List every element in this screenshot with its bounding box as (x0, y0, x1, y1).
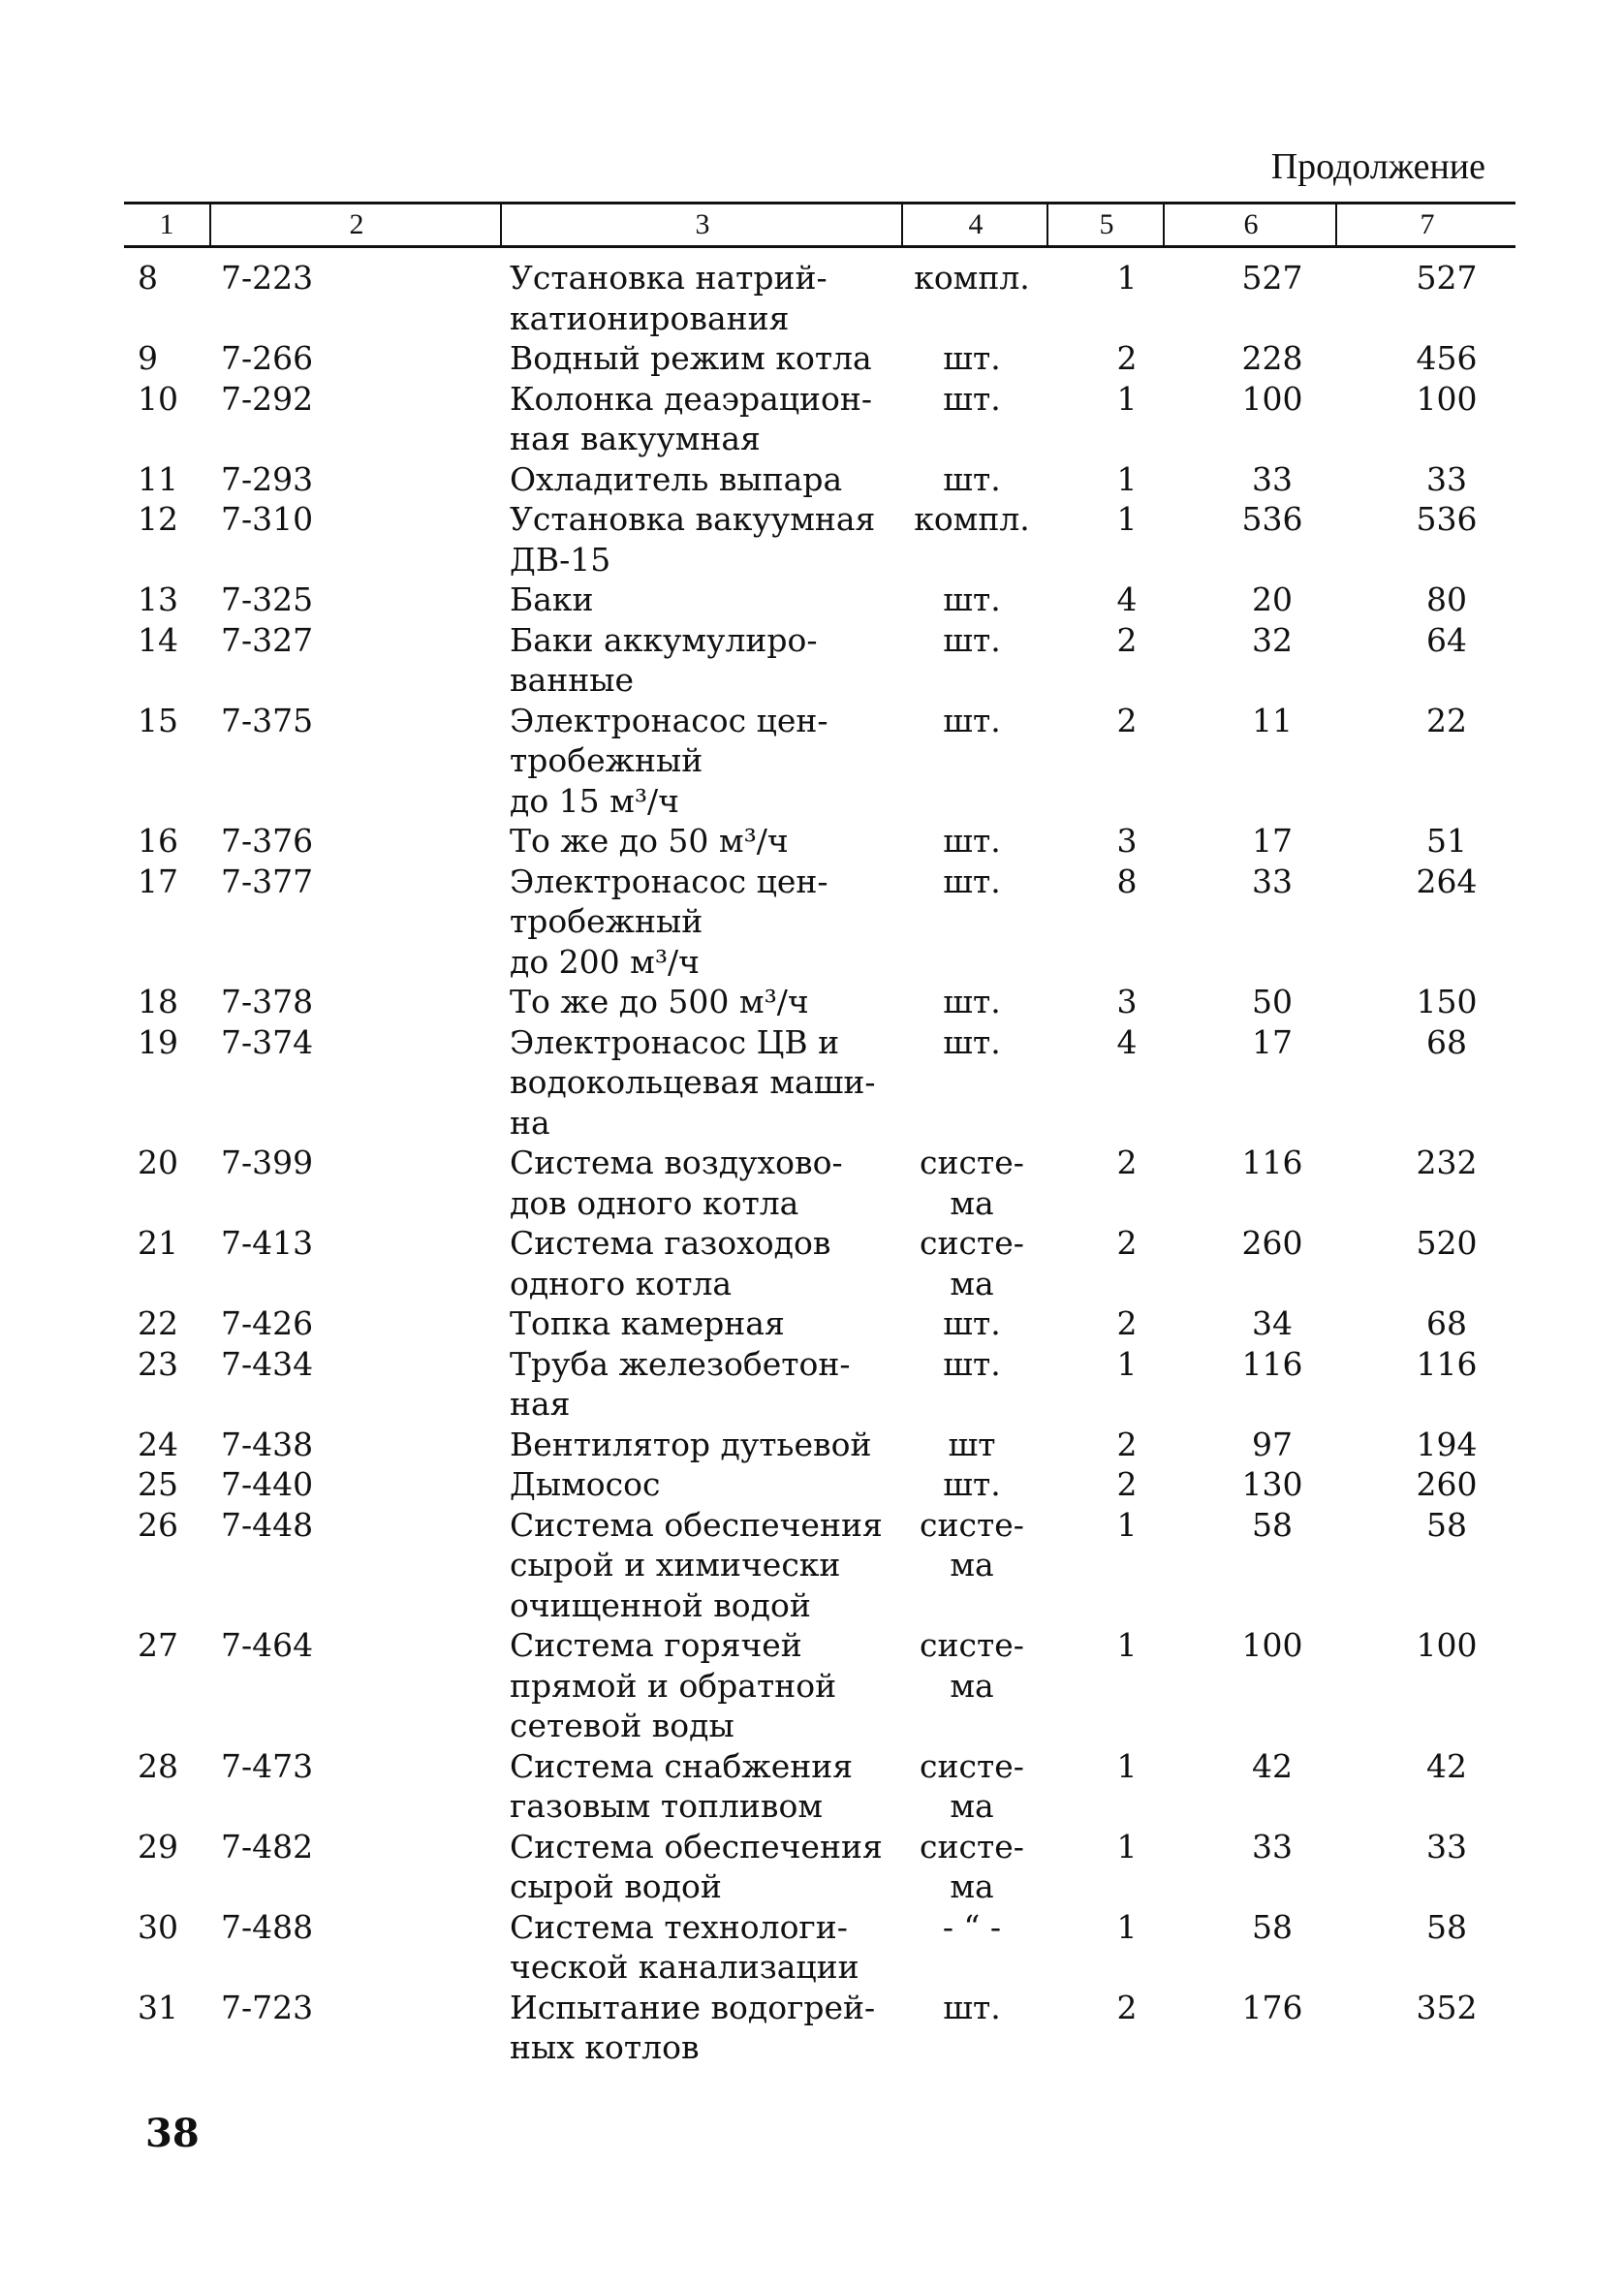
row-number: 25 (138, 1465, 178, 1503)
item-unit: шт. (943, 983, 1001, 1020)
row-number: 12 (138, 500, 178, 538)
item-price: 11 (1252, 701, 1293, 739)
item-code: 7-266 (221, 339, 314, 377)
item-name: Колонка деаэрацион- ная вакуумная (510, 379, 873, 457)
item-code: 7-482 (221, 1827, 314, 1866)
item-total: 100 (1416, 379, 1478, 418)
item-quantity: 2 (1116, 1144, 1138, 1181)
item-unit: систе- ма (920, 1144, 1024, 1222)
item-quantity: 3 (1116, 983, 1138, 1020)
table-row (124, 580, 1515, 620)
item-price: 17 (1252, 822, 1293, 860)
item-code: 7-327 (221, 620, 314, 659)
item-price: 130 (1241, 1465, 1303, 1503)
item-price: 17 (1252, 1022, 1293, 1061)
item-code: 7-399 (221, 1144, 314, 1181)
column-header-5: 5 (1046, 204, 1165, 245)
item-unit: систе- ма (920, 1224, 1024, 1302)
item-price: 33 (1252, 862, 1293, 900)
item-unit: - “ - (942, 1907, 1002, 1946)
column-header-3: 3 (500, 204, 903, 245)
row-number: 22 (138, 1304, 178, 1342)
table-row (124, 1425, 1515, 1465)
item-price: 97 (1252, 1425, 1293, 1463)
table-row (124, 1143, 1515, 1223)
table-row (124, 258, 1515, 338)
item-quantity: 1 (1116, 259, 1138, 297)
item-code: 7-434 (221, 1344, 314, 1383)
row-number: 11 (138, 459, 178, 498)
item-total: 520 (1416, 1224, 1478, 1262)
item-name: Система технологи- ческой канализации (510, 1907, 859, 1986)
item-quantity: 4 (1116, 1022, 1138, 1061)
item-name: Баки аккумулиро- ванные (510, 620, 818, 699)
item-name: Баки (510, 580, 594, 618)
table-row (124, 499, 1515, 580)
item-price: 176 (1241, 1988, 1303, 2026)
item-unit: шт. (943, 822, 1001, 860)
item-unit: шт. (943, 1022, 1001, 1061)
item-quantity: 1 (1116, 1907, 1138, 1946)
item-code: 7-325 (221, 580, 314, 618)
item-total: 68 (1426, 1304, 1467, 1342)
item-quantity: 1 (1116, 1505, 1138, 1544)
item-name: Установка натрий- катионирования (510, 259, 828, 337)
item-code: 7-488 (221, 1907, 314, 1946)
item-price: 116 (1241, 1344, 1303, 1383)
item-price: 42 (1252, 1746, 1293, 1785)
item-name: Система снабжения газовым топливом (510, 1746, 854, 1825)
row-number: 8 (138, 259, 158, 297)
item-name: Система обеспечения сырой водой (510, 1827, 883, 1905)
item-total: 80 (1426, 580, 1467, 618)
item-unit: шт. (943, 701, 1001, 739)
item-price: 58 (1252, 1907, 1293, 1946)
item-total: 116 (1416, 1344, 1478, 1383)
item-unit: шт. (943, 379, 1001, 418)
item-price: 50 (1252, 983, 1293, 1020)
item-quantity: 8 (1116, 862, 1138, 900)
item-quantity: 2 (1116, 701, 1138, 739)
item-unit: шт. (943, 459, 1001, 498)
row-number: 16 (138, 822, 178, 860)
row-number: 10 (138, 379, 178, 418)
row-number: 18 (138, 983, 178, 1020)
item-quantity: 1 (1116, 459, 1138, 498)
item-total: 68 (1426, 1022, 1467, 1061)
item-name: Электронасос ЦВ и водокольцевая маши- на (510, 1022, 876, 1142)
item-code: 7-438 (221, 1425, 314, 1463)
item-code: 7-473 (221, 1746, 314, 1785)
item-quantity: 2 (1116, 620, 1138, 659)
item-unit: шт. (943, 1344, 1001, 1383)
item-quantity: 1 (1116, 1626, 1138, 1664)
equipment-table (124, 202, 1515, 2068)
row-number: 29 (138, 1827, 178, 1866)
item-quantity: 1 (1116, 1746, 1138, 1785)
item-price: 34 (1252, 1304, 1293, 1342)
item-code: 7-376 (221, 822, 314, 860)
table-row (124, 379, 1515, 459)
item-code: 7-440 (221, 1465, 314, 1503)
row-number: 21 (138, 1224, 178, 1262)
item-unit: систе- ма (920, 1827, 1024, 1905)
item-price: 527 (1241, 259, 1303, 297)
row-number: 15 (138, 701, 178, 739)
item-quantity: 2 (1116, 1988, 1138, 2026)
row-number: 19 (138, 1022, 178, 1061)
column-header-1: 1 (159, 208, 174, 240)
row-number: 14 (138, 620, 178, 659)
item-price: 100 (1241, 379, 1303, 418)
row-number: 9 (138, 339, 158, 377)
item-code: 7-448 (221, 1505, 314, 1544)
table-row (124, 1746, 1515, 1827)
item-name: Система воздухово- дов одного котла (510, 1144, 843, 1222)
column-header-4: 4 (901, 204, 1048, 245)
item-total: 232 (1416, 1144, 1478, 1181)
item-price: 58 (1252, 1505, 1293, 1544)
item-price: 116 (1241, 1144, 1303, 1181)
item-name: Водный режим котла (510, 339, 872, 377)
item-unit: шт. (943, 339, 1001, 377)
item-total: 33 (1426, 1827, 1467, 1866)
table-row (124, 862, 1515, 983)
row-number: 26 (138, 1505, 178, 1544)
item-unit: систе- ма (920, 1626, 1024, 1705)
table-row (124, 821, 1515, 862)
item-total: 536 (1416, 500, 1478, 538)
item-name: Система горячей прямой и обратной сетевой воды (510, 1626, 837, 1744)
item-quantity: 2 (1116, 1425, 1138, 1463)
item-total: 33 (1426, 459, 1467, 498)
item-code: 7-374 (221, 1022, 314, 1061)
table-row (124, 1223, 1515, 1303)
item-price: 32 (1252, 620, 1293, 659)
item-total: 194 (1416, 1425, 1478, 1463)
item-quantity: 3 (1116, 822, 1138, 860)
item-total: 42 (1426, 1746, 1467, 1785)
column-header-2: 2 (209, 204, 502, 245)
row-number: 17 (138, 862, 178, 900)
table-row (124, 1625, 1515, 1746)
row-number: 23 (138, 1344, 178, 1383)
table-row (124, 1303, 1515, 1344)
table-row (124, 982, 1515, 1022)
table-row (124, 620, 1515, 701)
item-name: Электронасос цен- тробежный до 200 м³/ч (510, 862, 828, 981)
item-name: Установка вакуумная ДВ-15 (510, 500, 876, 579)
item-total: 100 (1416, 1626, 1478, 1664)
item-price: 33 (1252, 1827, 1293, 1866)
page-number: 38 (145, 2111, 200, 2156)
table-row (124, 1464, 1515, 1505)
row-number: 30 (138, 1907, 178, 1946)
item-price: 260 (1241, 1224, 1303, 1262)
item-code: 7-378 (221, 983, 314, 1020)
item-unit: шт. (943, 1465, 1001, 1503)
table-header (124, 202, 1515, 248)
item-unit: систе- ма (920, 1746, 1024, 1825)
item-price: 228 (1241, 339, 1303, 377)
table-row (124, 1022, 1515, 1144)
item-name: То же до 500 м³/ч (510, 983, 809, 1020)
item-code: 7-310 (221, 500, 314, 538)
item-code: 7-377 (221, 862, 314, 900)
item-price: 100 (1241, 1626, 1303, 1664)
table-row (124, 1505, 1515, 1626)
item-name: Система обеспечения сырой и химически очищенной водой (510, 1505, 883, 1624)
item-price: 33 (1252, 459, 1293, 498)
table-row (124, 701, 1515, 822)
item-name: Дымосос (510, 1465, 661, 1503)
item-total: 456 (1416, 339, 1478, 377)
item-quantity: 1 (1116, 1344, 1138, 1383)
item-unit: шт. (943, 580, 1001, 618)
item-quantity: 1 (1116, 1827, 1138, 1866)
table-row (124, 338, 1515, 379)
item-total: 64 (1426, 620, 1467, 659)
column-header-7: 7 (1335, 204, 1517, 245)
item-total: 58 (1426, 1505, 1467, 1544)
item-code: 7-413 (221, 1224, 314, 1262)
item-code: 7-292 (221, 379, 314, 418)
row-number: 20 (138, 1144, 178, 1181)
table-row (124, 1827, 1515, 1907)
item-code: 7-223 (221, 259, 314, 297)
item-name: Топка камерная (510, 1304, 785, 1342)
item-total: 264 (1416, 862, 1478, 900)
item-code: 7-426 (221, 1304, 314, 1342)
item-price: 20 (1252, 580, 1293, 618)
item-total: 150 (1416, 983, 1478, 1020)
item-quantity: 2 (1116, 1304, 1138, 1342)
item-unit: шт. (943, 620, 1001, 659)
table-row (124, 1344, 1515, 1425)
item-quantity: 2 (1116, 339, 1138, 377)
item-code: 7-464 (221, 1626, 314, 1664)
item-total: 260 (1416, 1465, 1478, 1503)
item-total: 22 (1426, 701, 1467, 739)
item-total: 58 (1426, 1907, 1467, 1946)
row-number: 31 (138, 1988, 178, 2026)
row-number: 13 (138, 580, 178, 618)
item-total: 527 (1416, 259, 1478, 297)
item-code: 7-293 (221, 459, 314, 498)
row-number: 24 (138, 1425, 178, 1463)
table-row (124, 459, 1515, 500)
row-number: 28 (138, 1746, 178, 1785)
item-name: Труба железобетон- ная (510, 1344, 851, 1423)
table-row (124, 1907, 1515, 1988)
item-name: Система газоходов одного котла (510, 1224, 831, 1302)
item-unit: шт. (943, 1988, 1001, 2026)
item-quantity: 2 (1116, 1465, 1138, 1503)
item-total: 352 (1416, 1988, 1478, 2026)
item-price: 536 (1241, 500, 1303, 538)
item-unit: систе- ма (920, 1505, 1024, 1583)
item-unit: шт (948, 1425, 996, 1463)
item-quantity: 1 (1116, 500, 1138, 538)
item-quantity: 1 (1116, 379, 1138, 418)
item-name: Вентилятор дутьевой (510, 1425, 872, 1463)
item-unit: шт. (943, 862, 1001, 900)
item-total: 51 (1426, 822, 1467, 860)
item-name: Охладитель выпара (510, 459, 843, 498)
item-unit: шт. (943, 1304, 1001, 1342)
item-name: То же до 50 м³/ч (510, 822, 789, 860)
item-name: Испытание водогрей- ных котлов (510, 1988, 876, 2066)
table-row (124, 1988, 1515, 2068)
continuation-label: Продолжение (1270, 146, 1485, 187)
item-code: 7-375 (221, 701, 314, 739)
item-unit: компл. (914, 500, 1030, 538)
column-header-6: 6 (1163, 204, 1337, 245)
item-quantity: 4 (1116, 580, 1138, 618)
item-code: 7-723 (221, 1988, 314, 2026)
table-body (124, 258, 1515, 2068)
item-name: Электронасос цен- тробежный до 15 м³/ч (510, 701, 828, 820)
item-unit: компл. (914, 259, 1030, 297)
item-quantity: 2 (1116, 1224, 1138, 1262)
row-number: 27 (138, 1626, 178, 1664)
